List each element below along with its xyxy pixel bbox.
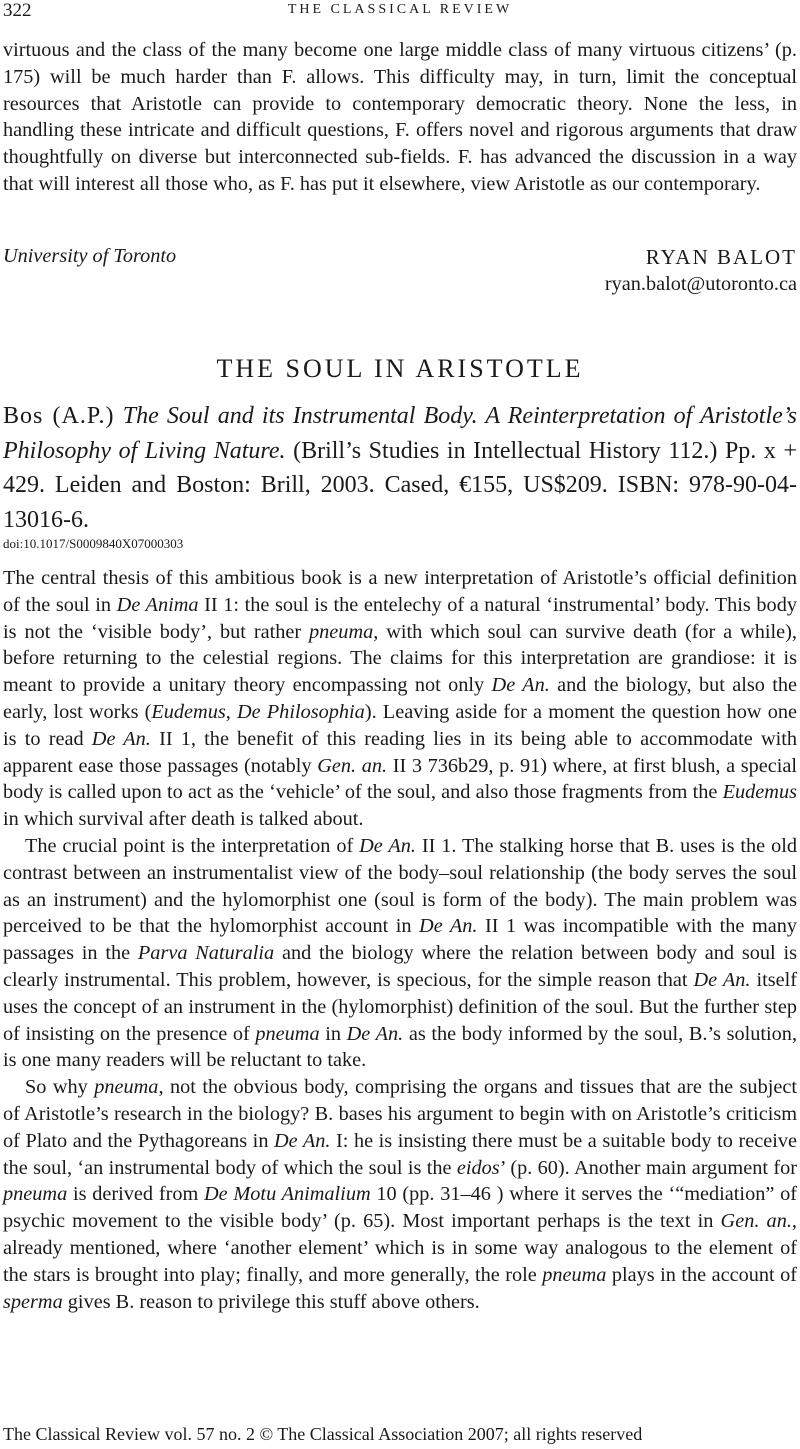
italic-term: De An.: [91, 727, 151, 750]
text-run: So why: [25, 1076, 95, 1099]
text-run: is derived from: [67, 1183, 204, 1206]
text-run: gives B. reason to privilege this stuff above others.: [62, 1290, 480, 1313]
book-title: The Soul and its Instrumental Body. A Reinterpretation of Aristotle’s Philosophy of Living Nature.: [3, 403, 797, 464]
text-run: itself uses the concept of an instrument in the (hylomorphist) definition of the soul. But the further step of insisting on the presence of: [3, 968, 798, 1045]
italic-term: Eudemus: [151, 700, 226, 723]
text-run: The crucial point is the interpretation of: [25, 834, 360, 857]
text-run: , not the obvious body, comprising the organs and tissues that are the subject of Aristotle’s research in the biology? B. bases his argument to begin with on Aristotle’s criticism of Plato and the Pythagoreans in: [3, 1076, 797, 1152]
italic-term: Gen. an.: [317, 754, 388, 777]
italic-term: pneuma: [255, 1022, 320, 1045]
review-section-title: THE SOUL IN ARISTOTLE: [216, 354, 584, 383]
review-paragraph-1: [3, 565, 797, 833]
text-run: , already mentioned, where ‘another element’ which is in some way analogous to the element of the stars is brought into play; finally, and more generally, the role: [3, 1210, 797, 1286]
previous-review-paragraph: virtuous and the class of the many become one large middle class of many virtuous citizens’ (p. 175) will be much harder than F. allows. This difficulty may, in turn, limit the conceptual resources that Aristotle can provide to contemporary democratic theory. None the less, in handling these intricate and difficult questions, F. offers novel and rigorous arguments that draw thoughtfully on diverse but interconnected sub-fields. F. has advanced the discussion in a way that will interest all those who, as F. has put it elsewhere, view Aristotle as our contemporary.: [3, 39, 797, 195]
italic-term: eidos: [456, 1156, 500, 1179]
italic-term: De Anima: [116, 593, 199, 616]
text-run: and the biology where the relation between body and soul is clearly instrumental. This problem, however, is specious, for the simple reason that: [3, 942, 797, 991]
italic-term: De An.: [359, 834, 416, 857]
italic-term: pneuma: [94, 1076, 159, 1099]
reviewer-email: ryan.balot@utoronto.ca: [604, 273, 797, 295]
text-run: II 1 was incompatible with the many passages in the: [3, 915, 798, 965]
review-paragraph-3: [3, 1074, 797, 1315]
text-run: ). Leaving aside for a moment the question how one is to read: [3, 700, 798, 750]
text-run: II 1, the benefit of this reading lies in its being able to accommodate with apparent ease those passages (notably: [3, 727, 797, 777]
reviewer-signature: [3, 245, 797, 303]
text-run: as the body informed by the soul, B.’s solution, is one many readers will be reluctant to take.: [3, 1022, 798, 1072]
italic-term: De An.: [693, 968, 751, 991]
text-run: ’ (p. 60). Another main argument for: [499, 1156, 797, 1179]
reviewer-name: RYAN BALOT: [645, 245, 797, 269]
book-author: Bos (A.P.): [3, 403, 115, 429]
book-citation: [3, 399, 797, 537]
text-run: II 3 736b29, p. 91) where, at first blush, a special body is called upon to act as the ‘vehicle’ of the soul, and also those fragments from the: [3, 754, 798, 804]
text-run: II 1: the soul is the entelechy of a natural ‘instrumental’ body. This body is not the ‘visible body’, but rather: [3, 593, 797, 643]
text-run: The central thesis of this ambitious book is a new interpretation of Aristotle’s official definition of the soul in: [3, 567, 797, 616]
copyright-footer: The Classical Review vol. 57 no. 2 © The Classical Association 2007; all rights reserved: [3, 1424, 643, 1444]
italic-term: Gen. an.: [720, 1210, 792, 1233]
text-run: in which survival after death is talked about.: [3, 808, 364, 831]
italic-term: De Motu Animalium: [204, 1183, 371, 1206]
italic-term: pneuma: [3, 1183, 68, 1206]
text-run: I: he is insisting there must be a suitable body to receive the soul, ‘an instrumental body of which the soul is the: [3, 1129, 797, 1179]
italic-term: sperma: [3, 1290, 63, 1313]
text-run: and the biology, but also the early, lost works (: [3, 674, 798, 723]
italic-term: De An.: [491, 674, 550, 697]
reviewer-institution: University of Toronto: [3, 245, 177, 267]
italic-term: De An.: [419, 915, 478, 938]
book-details: (Brill’s Studies in Intellectual History 112.) Pp. x + 429. Leiden and Boston: Brill, 2003. Cased, €155, US$209. ISBN: 978-90-04-13016-6.: [3, 437, 797, 533]
italic-term: Parva Naturalia: [137, 942, 275, 965]
text-run: 10 (pp. 31–46 ) where it serves the ‘“mediation” of psychic movement to the visible body’ (p. 65). Most important perhaps is the text in: [3, 1183, 797, 1233]
italic-term: pneuma: [309, 620, 374, 643]
page-header: [0, 0, 800, 26]
italic-term: De An.: [274, 1129, 331, 1152]
italic-term: Eudemus: [722, 781, 797, 804]
italic-term: De An.: [346, 1022, 404, 1045]
text-run: ,: [225, 700, 237, 723]
text-run: in: [319, 1022, 347, 1045]
page-number: 322: [3, 0, 32, 21]
doi: doi:10.1017/S0009840X07000303: [3, 536, 184, 551]
review-paragraph-2: [3, 833, 797, 1074]
italic-term: De Philosophia: [236, 700, 365, 723]
running-head: THE CLASSICAL REVIEW: [287, 2, 513, 17]
previous-review-ending: [3, 37, 797, 198]
review-body: [3, 565, 797, 1315]
text-run: II 1. The stalking horse that B. uses is the old contrast between an instrumentalist view of the body–soul relationship (the body serves the soul as an instrument) and the hylomorphist one (soul is form of the body). The main problem was perceived to be that the hylomorphist account in: [3, 834, 797, 938]
text-run: plays in the account of: [606, 1263, 797, 1286]
text-run: , with which soul can survive death (for a while), before returning to the celestial regions. The claims for this interpretation are grandiose: it is meant to provide a unitary theory encompassing not only: [3, 620, 797, 697]
italic-term: pneuma: [542, 1263, 607, 1286]
